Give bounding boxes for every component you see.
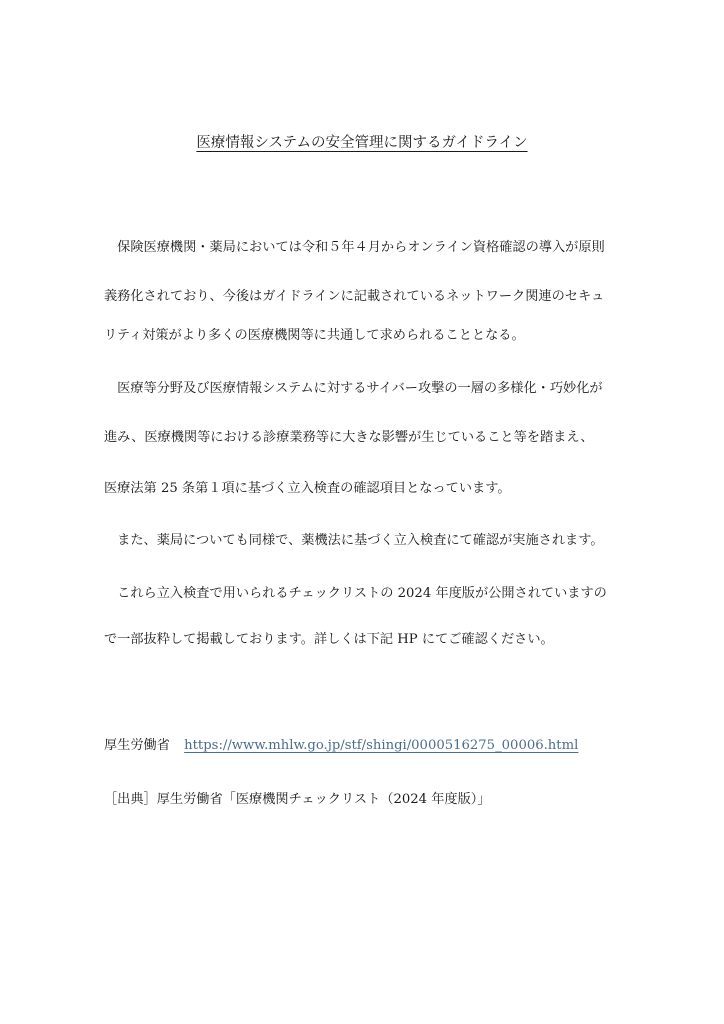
source-line [104,736,578,756]
citation: ［出典］厚生労働省「医療機関チェックリスト（2024 年度版）」 [104,792,491,807]
paragraph-4-line-2: で一部抜粋して掲載しております。詳しくは下記 HP にてご確認ください。 [104,632,554,647]
paragraph-1-line-1: 保険医療機関・薬局においては令和５年４月からオンライン資格確認の導入が原則 [104,240,605,255]
paragraph-2-line-3: 医療法第 25 条第１項に基づく立入検査の確認項目となっています。 [104,481,511,496]
document-title [0,133,724,153]
paragraph-3-line-1: また、薬局についても同様で、薬機法に基づく立入検査にて確認が実施されます。 [104,533,604,548]
document-title-text: 医療情報システムの安全管理に関するガイドライン [196,135,528,151]
paragraph-2-line-2: 進み、医療機関等における診療業務等に大きな影響が生じていること等を踏まえ、 [104,430,594,445]
paragraph-1-line-3: リティ対策がより多くの医療機関等に共通して求められることとなる。 [104,328,525,343]
paragraph-4-line-1: これら立入検査で用いられるチェックリストの 2024 年度版が公開されていますの [104,586,607,601]
source-org: 厚生労働省 [104,738,170,753]
paragraph-2-line-1: 医療等分野及び医療情報システムに対するサイバー攻撃の一層の多様化・巧妙化が [104,381,603,396]
paragraph-1-line-2: 義務化されており、今後はガイドラインに記載されているネットワーク関連のセキュ [104,289,605,304]
source-link[interactable]: https://www.mhlw.go.jp/stf/shingi/0000516275_00006.html [184,738,579,753]
